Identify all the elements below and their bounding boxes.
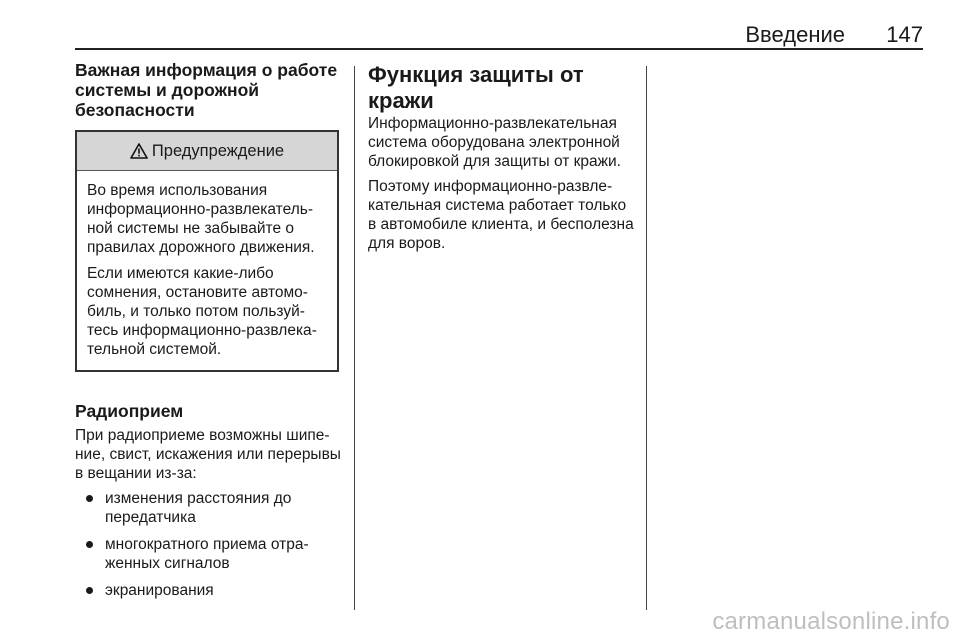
section-title-radio: Радиоприем bbox=[75, 401, 184, 421]
antitheft-paragraph: Поэтому информационно-развлекательная система работает только в автомобиле клиента, и бесполезна для воров. bbox=[368, 178, 634, 252]
bullet-list bbox=[75, 489, 343, 600]
warning-body bbox=[77, 171, 337, 370]
list-item: изменения расстояния до передатчика bbox=[75, 489, 343, 527]
warning-triangle-icon bbox=[130, 143, 148, 159]
warning-paragraph: Если имеются какие-либо сомнения, остановите автомобиль, и только потом пользуйтесь информационно-развлекательной системой. bbox=[87, 265, 317, 358]
column-divider-left bbox=[354, 66, 355, 610]
bullet-icon bbox=[86, 541, 93, 548]
middle-column bbox=[368, 60, 636, 259]
radio-intro-text: При радиоприеме возможны шипение, свист, искажения или перерывы в вещании из-за: bbox=[75, 427, 341, 482]
page-header bbox=[75, 22, 923, 50]
bullet-icon bbox=[86, 495, 93, 502]
list-item: многократного приема отраженных сигналов bbox=[75, 535, 343, 573]
page-number: 147 bbox=[886, 22, 923, 47]
bullet-icon bbox=[86, 587, 93, 594]
section-title-safety: Важная информация о работе системы и дорожной безопасности bbox=[75, 60, 338, 120]
list-item: экранирования bbox=[75, 581, 343, 600]
column-divider-right bbox=[646, 66, 647, 610]
warning-header bbox=[77, 132, 337, 171]
section-title-antitheft: Функция защиты от кражи bbox=[368, 62, 584, 113]
chapter-title: Введение bbox=[745, 22, 845, 47]
warning-title: Предупреждение bbox=[151, 141, 285, 160]
warning-box bbox=[75, 130, 339, 372]
left-column bbox=[75, 60, 343, 608]
watermark: carmanualsonline.info bbox=[712, 608, 950, 635]
antitheft-paragraph: Информационно-развлекательная система оборудована электронной блокировкой для защиты от кражи. bbox=[368, 115, 621, 170]
warning-paragraph: Во время использования информационно-развлекательной системы не забывайте о правилах дорожного движения. bbox=[87, 182, 315, 256]
